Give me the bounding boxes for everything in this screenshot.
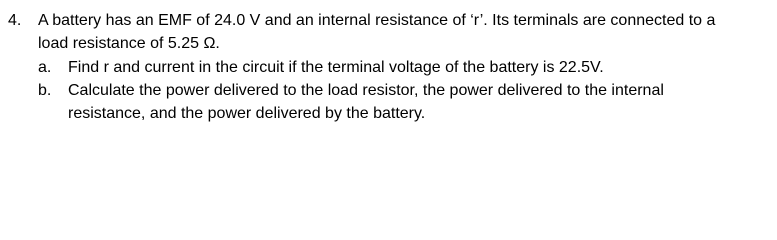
part-b-marker: b. [38, 82, 52, 99]
question-number: 4. [8, 12, 22, 29]
part-a-marker: a. [38, 59, 52, 76]
part-a-text: Find r and current in the circuit if the terminal voltage of the battery is 22.5V. [68, 59, 604, 76]
part-b-text-line-2: resistance, and the power delivered by the battery. [68, 105, 426, 122]
question-stem-line-2: load resistance of 5.25 Ω. [38, 35, 220, 52]
question-stem-line-1: A battery has an EMF of 24.0 V and an internal resistance of ‘r’. Its terminals are connected to a [38, 12, 716, 29]
part-b-text-line-1: Calculate the power delivered to the load resistor, the power delivered to the internal [68, 82, 664, 99]
